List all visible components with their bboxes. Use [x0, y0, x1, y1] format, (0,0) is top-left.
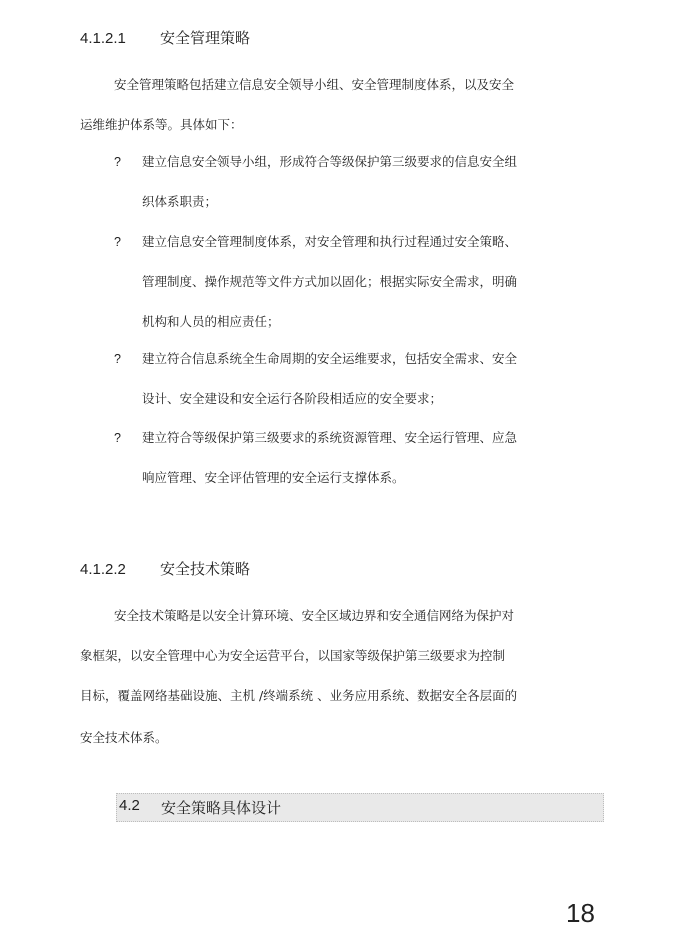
paragraph-line: 象框架，以安全管理中心为安全运营平台，以国家等级保护第三级要求为控制 [80, 648, 506, 663]
paragraph-line: 目标，覆盖网络基础设施、主机 /终端系统 、业务应用系统、数据安全各层面的 [80, 688, 518, 703]
paragraph-line: 安全技术策略是以安全计算环境、安全区域边界和安全通信网络为保护对 [114, 608, 515, 623]
bullet-marker: ? [114, 431, 121, 445]
section-banner-4-2 [116, 793, 604, 822]
section-number: 4.1.2.2 [80, 561, 126, 578]
section-title: 安全策略具体设计 [161, 799, 282, 817]
bullet-marker: ? [114, 155, 121, 169]
paragraph-line: 安全管理策略包括建立信息安全领导小组、安全管理制度体系，以及安全 [114, 77, 515, 92]
bullet-line: 织体系职责； [142, 194, 218, 209]
paragraph-line: 运维维护体系等。具体如下： [80, 117, 243, 132]
bullet-line: 建立符合信息系统全生命周期的安全运维要求，包括安全需求、安全 [142, 351, 518, 366]
bullet-line: 响应管理、安全评估管理的安全运行支撑体系。 [142, 470, 405, 485]
bullet-line: 设计、安全建设和安全运行各阶段相适应的安全要求； [142, 391, 443, 406]
bullet-marker: ? [114, 235, 121, 249]
section-number: 4.2 [119, 797, 140, 814]
section-title: 安全技术策略 [160, 560, 251, 578]
section-number: 4.1.2.1 [80, 30, 126, 47]
bullet-line: 管理制度、操作规范等文件方式加以固化；根据实际安全需求，明确 [142, 274, 518, 289]
bullet-line: 机构和人员的相应责任； [142, 314, 280, 329]
paragraph-line: 安全技术体系。 [80, 730, 168, 745]
bullet-line: 建立信息安全领导小组，形成符合等级保护第三级要求的信息安全组 [142, 154, 518, 169]
bullet-line: 建立信息安全管理制度体系，对安全管理和执行过程通过安全策略、 [142, 234, 518, 249]
section-title: 安全管理策略 [160, 29, 251, 47]
bullet-line: 建立符合等级保护第三级要求的系统资源管理、安全运行管理、应急 [142, 430, 518, 445]
section-heading-4-1-2-1 [80, 27, 250, 50]
page-number: 18 [566, 898, 595, 928]
section-heading-4-1-2-2 [80, 558, 250, 581]
bullet-marker: ? [114, 352, 121, 366]
